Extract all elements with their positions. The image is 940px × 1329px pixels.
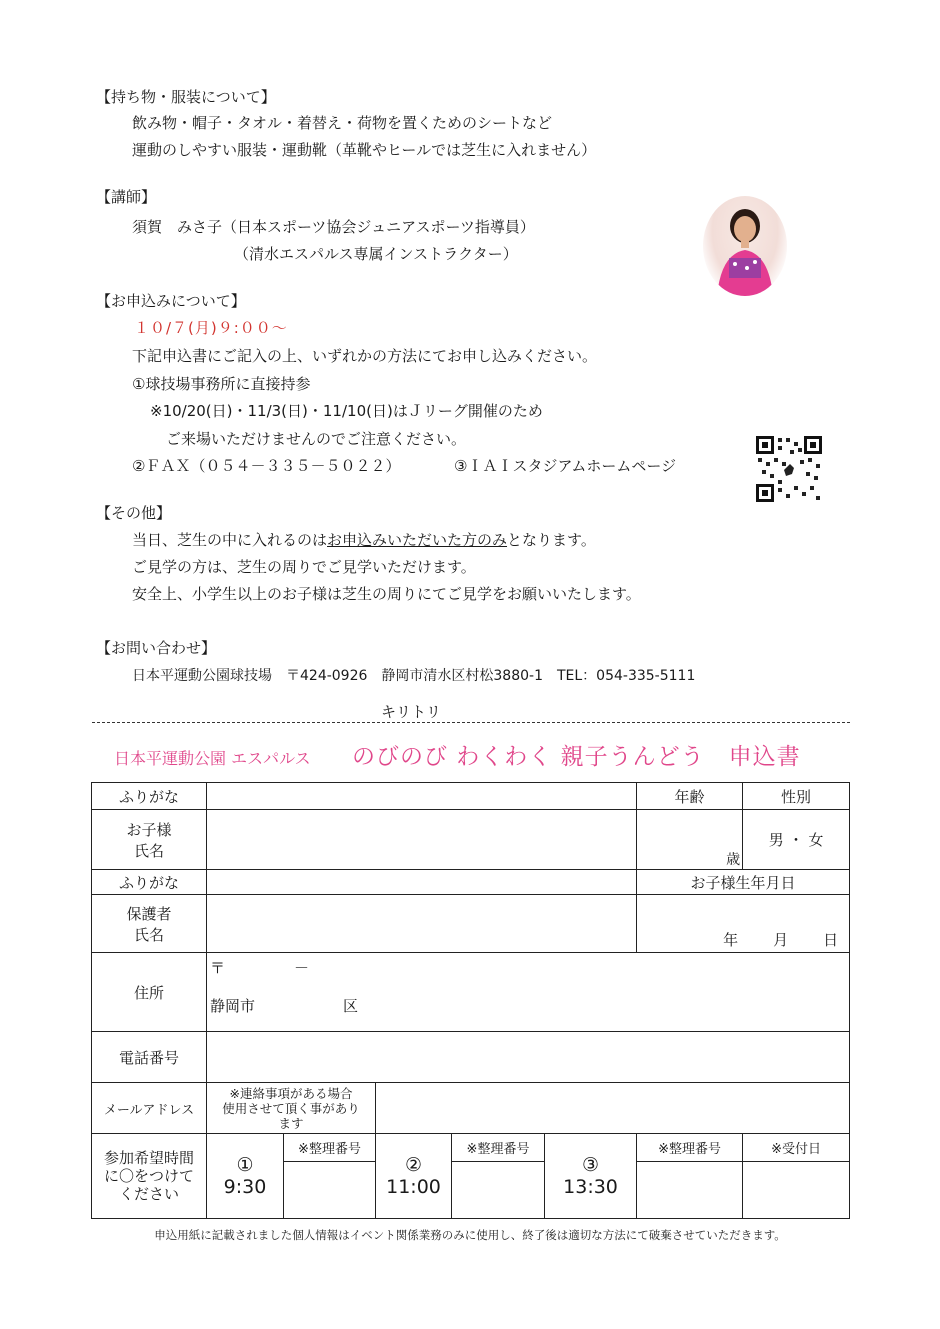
- postal-mark: 〒: [210, 959, 226, 977]
- email-note: ※連絡事項がある場合 使用させて頂く事があり ます: [207, 1083, 376, 1134]
- guardian-furigana-field[interactable]: [207, 870, 637, 895]
- address-field[interactable]: [207, 953, 850, 1032]
- slot-2[interactable]: [376, 1134, 452, 1219]
- slot-3-ref-label: ※整理番号: [637, 1134, 743, 1162]
- received-field[interactable]: [743, 1162, 850, 1219]
- items-heading: 【持ち物・服装について】: [96, 88, 276, 106]
- birthday-year-unit: 年: [723, 931, 739, 949]
- other-line-1-underline: お申込みいただいた方のみ: [327, 531, 508, 549]
- qr-code[interactable]: [756, 436, 822, 502]
- phone-field[interactable]: [207, 1032, 850, 1083]
- phone-label: 電話番号: [92, 1032, 207, 1083]
- child-birthday-label: お子様生年月日: [637, 870, 850, 895]
- slot-1-ref-label: ※整理番号: [284, 1134, 376, 1162]
- slot-2-ref-field[interactable]: [452, 1162, 545, 1219]
- ward-label: 区: [343, 997, 359, 1015]
- application-form: [91, 782, 850, 1219]
- time-label: 参加希望時間 に〇をつけて ください: [92, 1134, 207, 1219]
- form-title-large: のびのび わくわく 親子うんどう 申込書: [352, 744, 801, 770]
- gender-options[interactable]: 男 ・ 女: [743, 810, 850, 870]
- other-line-2: ご見学の方は、芝生の周りでご見学いただけます。: [132, 558, 476, 576]
- age-label: 年齢: [637, 783, 743, 810]
- other-heading: 【その他】: [96, 504, 172, 522]
- application-note-2: ご来場いただけませんのでご注意ください。: [166, 430, 467, 448]
- slot-3[interactable]: [545, 1134, 637, 1219]
- contact-line: 日本平運動公園球技場 〒424-0926 静岡市清水区村松3880-1 TEL：054-335-5111: [132, 668, 696, 684]
- slot-1-time: 9:30: [223, 1176, 267, 1198]
- city-label: 静岡市: [210, 997, 256, 1015]
- contact-heading: 【お問い合わせ】: [96, 639, 217, 657]
- age-unit: 歳: [726, 852, 741, 868]
- application-method-1: ①球技場事務所に直接持参: [132, 375, 311, 393]
- application-intro: 下記申込書にご記入の上、いずれかの方法にてお申し込みください。: [132, 347, 598, 365]
- items-line-2: 運動のしやすい服装・運動靴（革靴やヒールでは芝生に入れません）: [132, 141, 597, 159]
- email-field[interactable]: [376, 1083, 850, 1134]
- application-note-1: ※10/20(日)・11/3(日)・11/10(日)はＪリーグ開催のため: [150, 402, 543, 420]
- instructor-heading: 【講師】: [96, 188, 157, 206]
- other-line-3: 安全上、小学生以上のお子様は芝生の周りにてご見学をお願いいたします。: [132, 585, 641, 603]
- other-line-1-pre: 当日、芝生の中に入れるのは: [132, 531, 328, 549]
- child-furigana-field[interactable]: [207, 783, 637, 810]
- qr-code-icon: [756, 436, 822, 502]
- gender-label: 性別: [743, 783, 850, 810]
- slot-2-num: ②: [404, 1154, 423, 1176]
- application-method-3: ③ＩＡＩスタジアムホームページ: [454, 457, 677, 475]
- other-line-1: [132, 529, 596, 550]
- furigana-label: ふりがな: [92, 783, 207, 810]
- slot-1-num: ①: [236, 1154, 254, 1176]
- other-line-1-post: となります。: [507, 531, 596, 549]
- instructor-role: （清水エスパルス専属インストラクター）: [234, 245, 518, 263]
- child-name-label: お子様 氏名: [92, 810, 207, 870]
- received-label: ※受付日: [743, 1134, 850, 1162]
- child-name-field[interactable]: [207, 810, 637, 870]
- cut-line: [92, 722, 850, 723]
- privacy-footnote: 申込用紙に記載されました個人情報はイベント関係業務のみに使用し、終了後は適切な方法にて破棄させていただきます。: [154, 1228, 786, 1242]
- email-label: メールアドレス: [92, 1083, 207, 1134]
- application-heading: 【お申込みについて】: [96, 292, 246, 310]
- birthday-month-unit: 月: [773, 931, 789, 949]
- slot-1-ref-field[interactable]: [284, 1162, 376, 1219]
- form-title-small: 日本平運動公園 エスパルス: [114, 749, 311, 768]
- slot-3-ref-field[interactable]: [637, 1162, 743, 1219]
- birthday-field[interactable]: [637, 895, 850, 953]
- address-label: 住所: [92, 953, 207, 1032]
- age-field[interactable]: [637, 810, 743, 870]
- items-line-1: 飲み物・帽子・タオル・着替え・荷物を置くためのシートなど: [132, 114, 553, 132]
- slot-3-num: ③: [582, 1154, 600, 1176]
- instructor-portrait-icon: [703, 196, 787, 296]
- furigana-2-label: ふりがな: [92, 870, 207, 895]
- instructor-name: 須賀 みさ子（日本スポーツ協会ジュニアスポーツ指導員）: [132, 218, 535, 236]
- cut-label: キリトリ: [381, 703, 442, 721]
- slot-2-time: 11:00: [386, 1176, 441, 1198]
- guardian-name-label: 保護者 氏名: [92, 895, 207, 953]
- instructor-photo: [703, 196, 787, 296]
- postal-dash: －: [294, 959, 310, 977]
- birthday-day-unit: 日: [823, 931, 839, 949]
- application-date: １０/７(月)９:００～: [134, 319, 288, 337]
- slot-3-time: 13:30: [563, 1176, 618, 1198]
- application-method-2: ②ＦＡＸ（０５４－３３５－５０２２）: [132, 457, 401, 475]
- slot-2-ref-label: ※整理番号: [452, 1134, 545, 1162]
- guardian-name-field[interactable]: [207, 895, 637, 953]
- slot-1[interactable]: [207, 1134, 284, 1219]
